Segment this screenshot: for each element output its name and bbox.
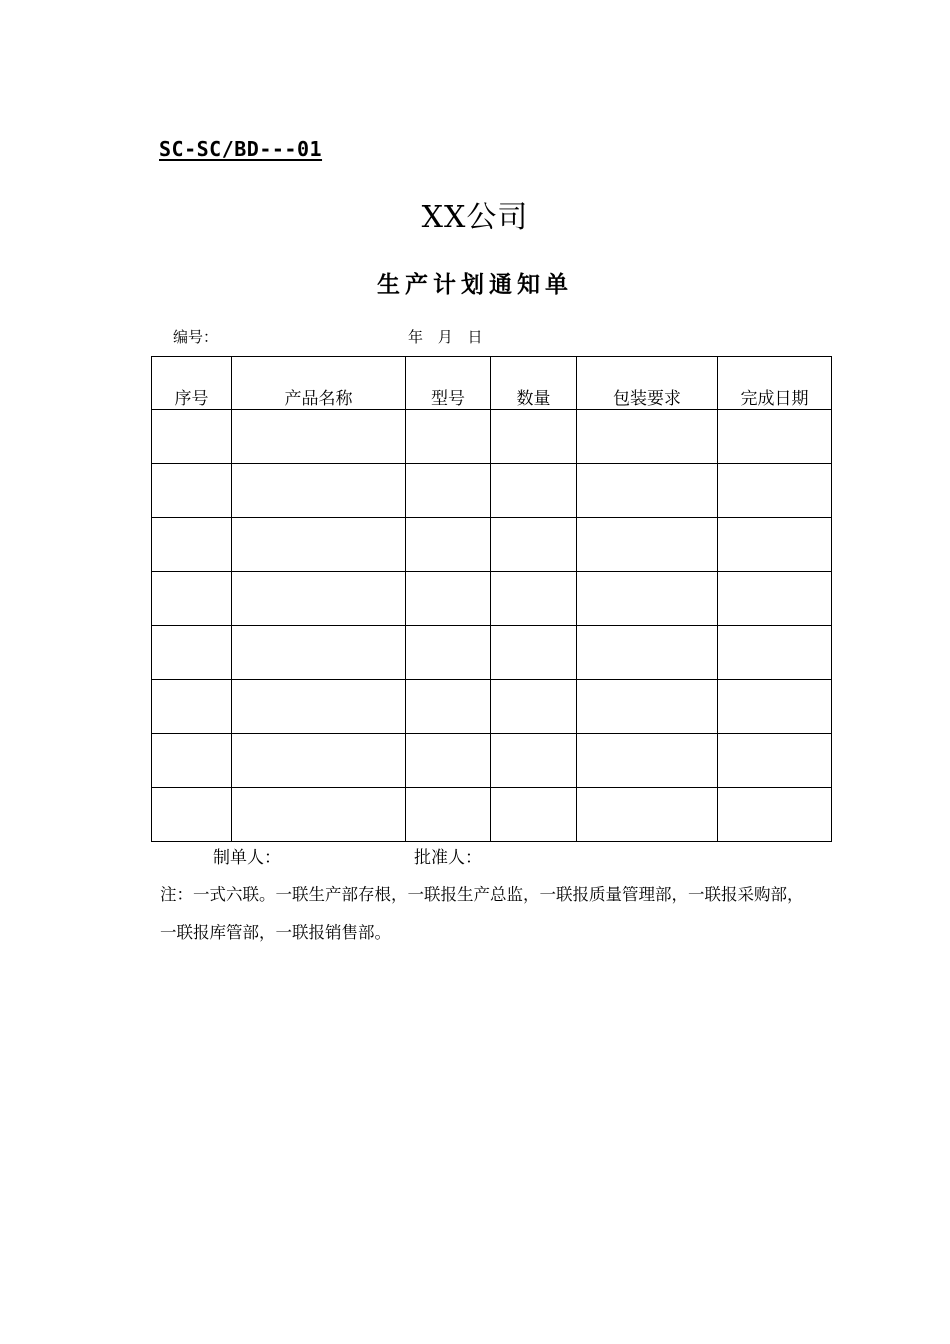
table-row <box>152 626 832 680</box>
table-row <box>152 788 832 842</box>
table-cell[interactable] <box>152 626 232 680</box>
table-cell[interactable] <box>577 464 718 518</box>
table-cell[interactable] <box>491 464 577 518</box>
table-cell[interactable] <box>406 680 491 734</box>
column-header-packaging: 包装要求 <box>577 357 718 410</box>
table-cell[interactable] <box>577 518 718 572</box>
production-plan-table <box>151 356 832 842</box>
table-row <box>152 410 832 464</box>
form-title: 生产计划通知单 <box>377 272 573 298</box>
maker-label: 制单人： <box>213 848 281 868</box>
table-row <box>152 464 832 518</box>
table-cell[interactable] <box>406 626 491 680</box>
table-cell[interactable] <box>491 788 577 842</box>
table-header-row <box>152 357 832 410</box>
column-header-model: 型号 <box>406 357 491 410</box>
table-cell[interactable] <box>152 572 232 626</box>
table-cell[interactable] <box>406 518 491 572</box>
table-cell[interactable] <box>491 680 577 734</box>
table-cell[interactable] <box>491 410 577 464</box>
table-cell[interactable] <box>491 572 577 626</box>
table-cell[interactable] <box>718 518 832 572</box>
table-cell[interactable] <box>232 734 406 788</box>
table-cell[interactable] <box>718 572 832 626</box>
document-code: SC-SC/BD---01 <box>159 137 323 161</box>
table-row <box>152 734 832 788</box>
table-cell[interactable] <box>232 464 406 518</box>
table-cell[interactable] <box>152 788 232 842</box>
table-cell[interactable] <box>406 410 491 464</box>
serial-number-label: 编号： <box>173 328 219 346</box>
table-cell[interactable] <box>152 734 232 788</box>
table-cell[interactable] <box>232 626 406 680</box>
table-cell[interactable] <box>718 680 832 734</box>
table-cell[interactable] <box>718 734 832 788</box>
table-cell[interactable] <box>491 734 577 788</box>
table-cell[interactable] <box>406 788 491 842</box>
table-cell[interactable] <box>718 788 832 842</box>
column-header-index: 序号 <box>152 357 232 410</box>
date-label: 年 月 日 <box>408 328 483 346</box>
table-row <box>152 680 832 734</box>
table-cell[interactable] <box>718 464 832 518</box>
table-cell[interactable] <box>232 518 406 572</box>
company-name: XX公司 <box>421 200 529 235</box>
table-cell[interactable] <box>152 518 232 572</box>
table-cell[interactable] <box>406 572 491 626</box>
column-header-completion-date: 完成日期 <box>718 357 832 410</box>
column-header-quantity: 数量 <box>491 357 577 410</box>
table-cell[interactable] <box>232 572 406 626</box>
table-cell[interactable] <box>718 626 832 680</box>
table-cell[interactable] <box>491 518 577 572</box>
table-cell[interactable] <box>577 734 718 788</box>
table-cell[interactable] <box>491 626 577 680</box>
table-cell[interactable] <box>152 464 232 518</box>
table-cell[interactable] <box>232 680 406 734</box>
table-cell[interactable] <box>577 572 718 626</box>
table-cell[interactable] <box>577 626 718 680</box>
approver-label: 批准人： <box>414 848 482 868</box>
table-body <box>152 410 832 842</box>
table-cell[interactable] <box>577 788 718 842</box>
table-cell[interactable] <box>232 410 406 464</box>
table-cell[interactable] <box>718 410 832 464</box>
table-row <box>152 518 832 572</box>
table-cell[interactable] <box>406 734 491 788</box>
table-row <box>152 572 832 626</box>
table-cell[interactable] <box>232 788 406 842</box>
table-cell[interactable] <box>577 680 718 734</box>
column-header-product-name: 产品名称 <box>232 357 406 410</box>
table-cell[interactable] <box>577 410 718 464</box>
distribution-note: 注：一式六联。一联生产部存根，一联报生产总监，一联报质量管理部，一联报采购部，一联报库管部，一联报销售部。 <box>160 885 804 942</box>
table-cell[interactable] <box>152 680 232 734</box>
table-cell[interactable] <box>406 464 491 518</box>
table-cell[interactable] <box>152 410 232 464</box>
